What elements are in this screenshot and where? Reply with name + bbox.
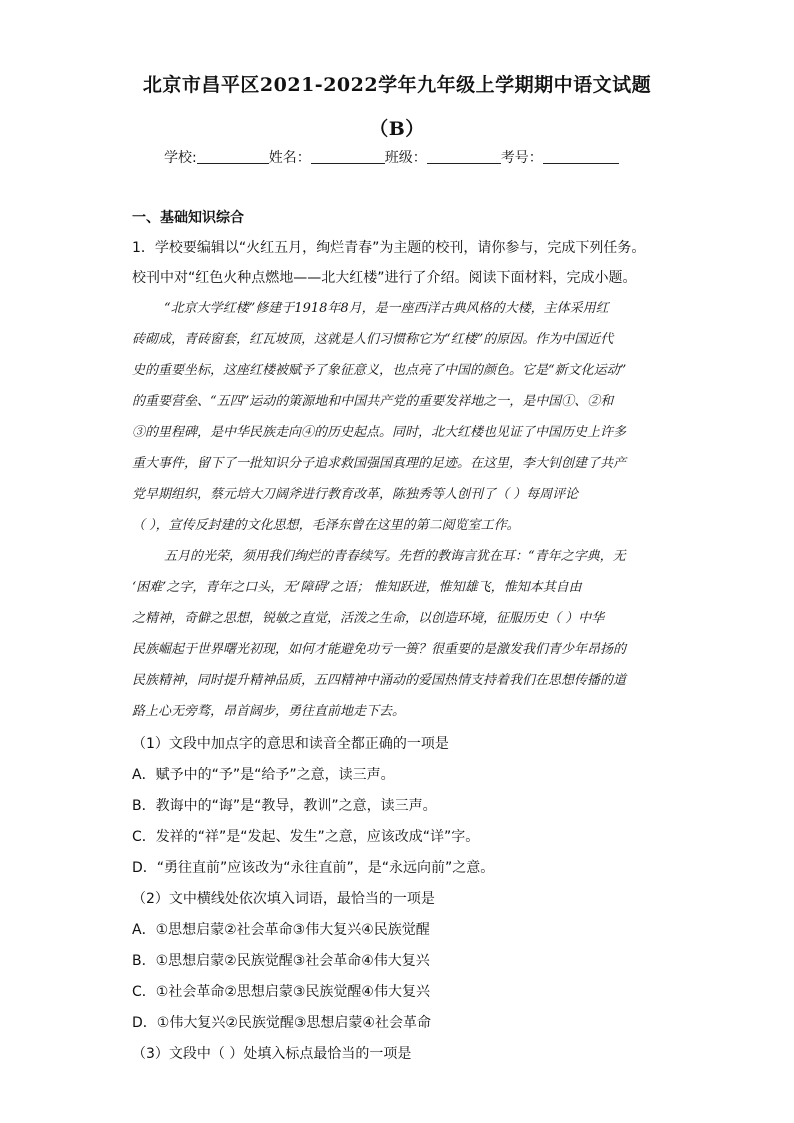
passage-line: 党早期组织，蔡元培大刀阔斧进行教育改革，陈独秀等人创刊了（ ）每周评论 [132,487,579,502]
answer-option[interactable]: A．赋予中的“予”是“给予”之意，读三声。 [132,767,395,783]
passage-line: 民族崛起于世界曙光初现，如何才能避免功亏一篑？很重要的是激发我们青少年昂扬的 [132,642,627,657]
name-label: 姓名： [268,150,311,166]
answer-option[interactable]: B．①思想启蒙②民族觉醒③社会革命④伟大复兴 [132,953,430,969]
student-info-row [164,147,619,167]
passage-line: （ ），宣传反封建的文化思想，毛泽东曾在这里的第二阅览室工作。 [132,518,520,533]
subquestion-stem: （2）文中横线处依次填入词语，最恰当的一项是 [132,891,435,907]
passage-line: 重大事件，留下了一批知识分子追求救国强国真理的足迹。在这里，李大钊创建了共产 [132,456,627,471]
class-label: 班级： [384,150,427,166]
passage-line: 史的重要坐标，这座红楼被赋予了象征意义，也点亮了中国的颜色。它是“新文化运动” [132,363,627,378]
passage-line: 路上心无旁骛，昂首阔步，勇往直前地走下去。 [132,704,406,719]
school-label: 学校: [164,150,197,166]
passage-line: 之精神，奇僻之思想，锐敏之直觉，活泼之生命，以创造环境，征服历史（ ）中华 [132,611,605,626]
question-intro-line: 1．学校要编辑以“火红五月，绚烂青春”为主题的校刊，请你参与，完成下列任务。 [132,240,646,256]
answer-option[interactable]: D．“勇往直前”应该改为“永往直前”，是“永远向前”之意。 [132,860,495,876]
passage-line: 五月的光荣，须用我们绚烂的青春续写。先哲的教诲言犹在耳：“青年之字典，无 [164,549,626,564]
answer-option[interactable]: A．①思想启蒙②社会革命③伟大复兴④民族觉醒 [132,922,430,938]
answer-option[interactable]: D．①伟大复兴②民族觉醒③思想启蒙④社会革命 [132,1015,431,1031]
exam-number-label: 考号： [500,150,543,166]
passage-line: 的重要营垒、“五四”运动的策源地和中国共产党的重要发祥地之一，是中国①、②和 [132,394,614,409]
name-blank[interactable] [311,149,385,164]
answer-option[interactable]: C．发祥的“祥”是“发起、发生”之意，应该改成“详”字。 [132,829,480,845]
passage-line: 民族精神，同时提升精神品质，五四精神中涌动的爱国热情支持着我们在思想传播的道 [132,673,627,688]
class-blank[interactable] [427,149,501,164]
answer-option[interactable]: C．①社会革命②思想启蒙③民族觉醒④伟大复兴 [132,984,430,1000]
exam-number-blank[interactable] [543,149,619,164]
subquestion-stem: （1）文段中加点字的意思和读音全都正确的一项是 [132,736,449,752]
answer-option[interactable]: B．教诲中的“诲”是“教导，教训”之意，读三声。 [132,798,437,814]
passage-line: ‘困难’之字，青年之口头，无‘障碍’之语； 惟知跃进，惟知雄飞，惟知本其自由 [132,580,582,595]
passage-line: 砖砌成，青砖窗套，红瓦坡顶，这就是人们习惯称它为“红楼”的原因。作为中国近代 [132,332,614,347]
passage-line: “北京大学红楼”修建于1918年8月，是一座西洋古典风格的大楼，主体采用红 [164,301,609,316]
section-heading: 一、基础知识综合 [132,210,244,226]
passage-line: ③的里程碑，是中华民族走向④的历史起点。同时，北大红楼也见证了中国历史上许多 [132,425,627,440]
question-intro-line: 校刊中对“红色火种点燃地——北大红楼”进行了介绍。阅读下面材料，完成小题。 [132,270,637,286]
school-blank[interactable] [197,149,269,164]
exam-title-version: （B） [369,118,425,140]
exam-title: 北京市昌平区2021-2022学年九年级上学期期中语文试题 [142,74,652,96]
subquestion-stem: （3）文段中（ ）处填入标点最恰当的一项是 [132,1046,412,1062]
